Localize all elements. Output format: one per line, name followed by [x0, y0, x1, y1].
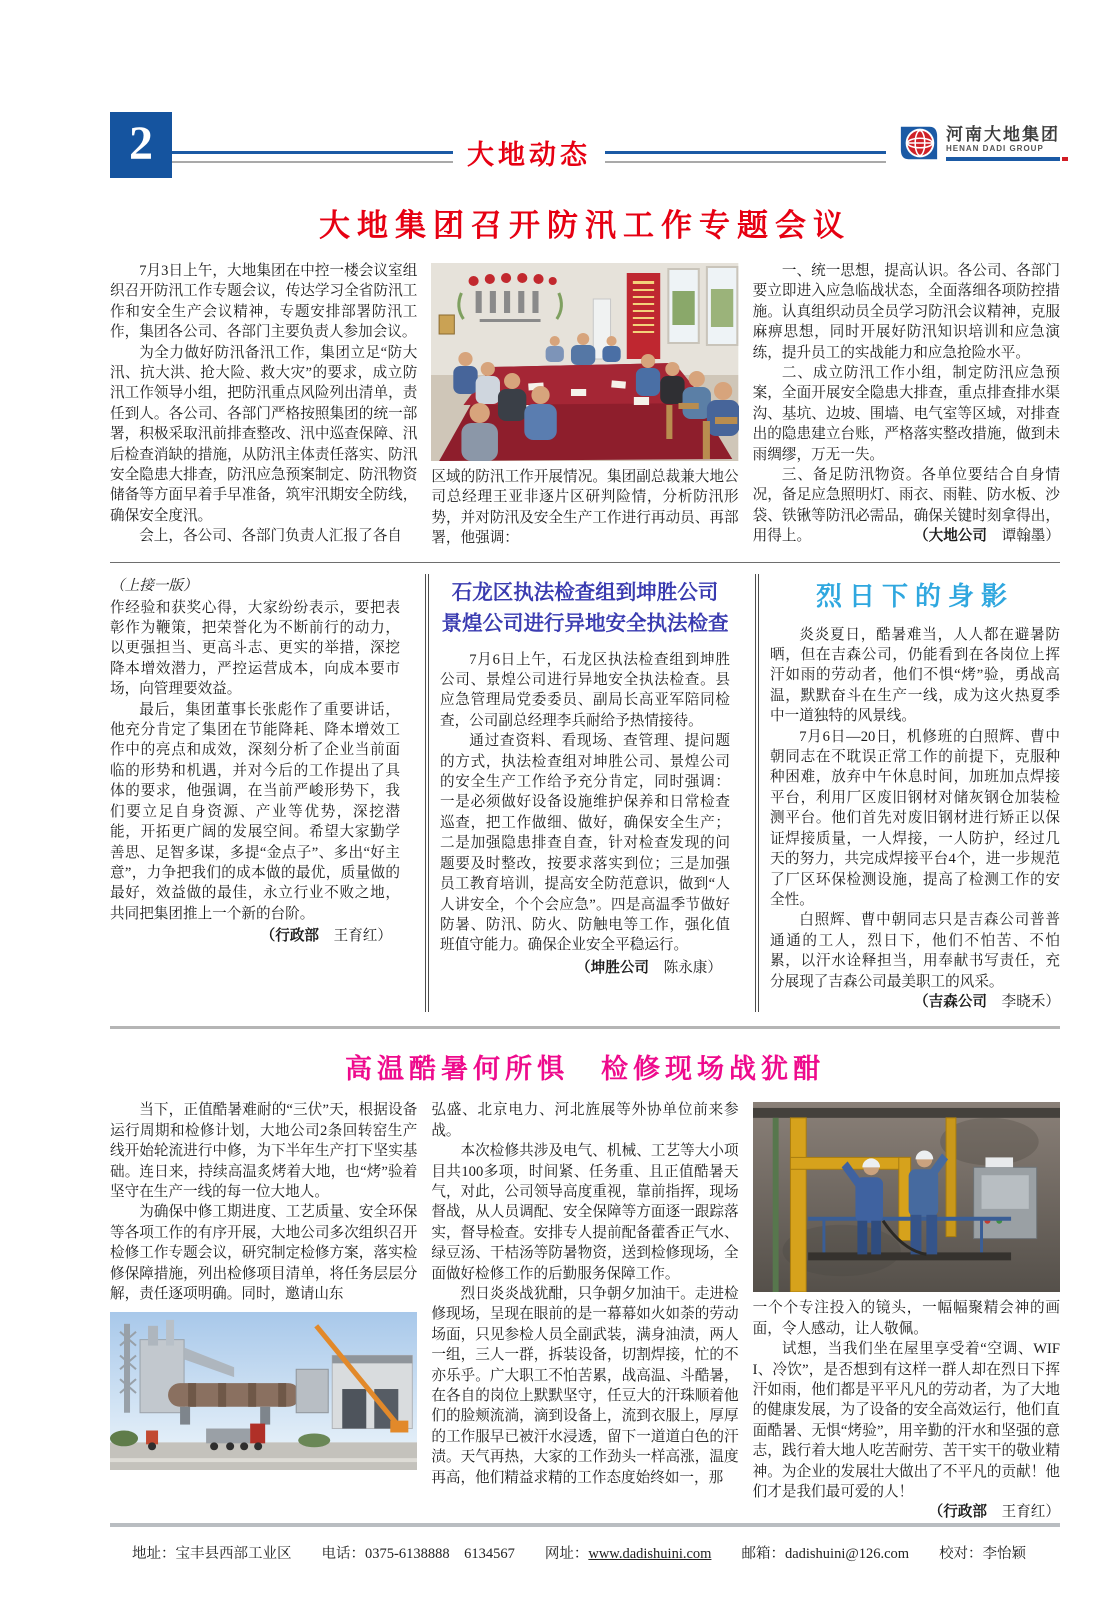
group-logo	[898, 122, 1060, 164]
paragraph: 通过查资料、看现场、查管理、提问题的方式，执法检查组对坤胜公司、景煌公司的安全生产工作给予充分肯定，同时强调：一是必须做好设备设施维护保养和日常检查巡查，把工作做细、做好，确保安全生产；二是加强隐患排查自查，针对检查发现的问题要及时整改，按要求落实到位；三是加强员工教育培训，提高安全防范意识，做到“人人讲安全，个个会应急”。四是高温季节做好防暑、防汛、防火、防触电等工作，强化值班值守能力。确保企业安全平稳运行。	[440, 733, 730, 954]
overhaul-columns	[110, 1100, 1060, 1522]
overhaul-last-paragraph	[752, 1339, 1060, 1521]
sun-article	[755, 574, 1060, 1013]
flood-col-1	[110, 261, 417, 549]
globe-icon	[898, 122, 940, 164]
middle-band	[110, 574, 1060, 1013]
footer-proofreader: 校对：李怡颖	[939, 1545, 1027, 1562]
footer-text	[110, 1542, 1060, 1563]
paragraph: 本次检修共涉及电气、机械、工艺等大小项目共100多项，时间紧、任务重、且正值酷暑天气，对此，公司领导高度重视，靠前指挥，现场督战，从人员调配、安全保障等方面逐一跟踪落实，督导检查。安排专人提前配备藿香正气水、绿豆汤、干桔汤等防暑物资，送到检修现场，全面做好检修工作的后勤服务保障工作。	[431, 1143, 739, 1282]
masthead	[110, 112, 1060, 178]
page-number: 2	[110, 112, 172, 178]
factory-photo	[110, 1312, 417, 1470]
overhaul-col3-lead: 一个个专注投入的镜头，一幅幅聚精会神的画面，令人感动，让人敬佩。	[752, 1300, 1060, 1337]
flood-col2-caption: 区域的防汛工作开展情况。集团副总裁兼大地公司总经理王亚非逐片区研判险情，分析防汛形势，并对防汛及安全生产工作进行再动员、再部署，他强调：	[431, 469, 739, 547]
paragraph: 二、成立防汛工作小组，制定防汛应急预案，全面开展安全隐患大排查，重点排查排水渠沟、基坑、边坡、围墙、电气室等区域，对排查出的隐患建立台账，严格落实整改措施，做到未雨绸缪，万无一失。	[752, 365, 1060, 463]
continued-tag: （上接一版）	[110, 577, 198, 594]
footer-website: 网址：www.dadishuini.com	[544, 1545, 712, 1562]
sun-last-paragraph	[770, 910, 1060, 1010]
sun-signature: （吉森公司 李晓禾）	[914, 993, 1060, 1010]
flood-col3-paragraphs	[753, 261, 1060, 465]
overhaul-col2-lead: 弘盛、北京电力、河北旌展等外协单位前来参战。	[431, 1102, 739, 1139]
website-url: www.dadishuini.com	[588, 1545, 712, 1562]
flood-col-2	[431, 261, 738, 549]
paragraph: 为全力做好防汛备汛工作，集团立足“防大汛、抗大洪、抢大险、救大灾”的要求，成立防汛工作领导小组，把防汛重点风险列出清单，责任到人。各公司、各部门严格按照集团的统一部署，积极采取汛前排查整改、汛中巡查保障、汛后检查消缺的措施，从防汛主体责任落实、防汛安全隐患大排查，防汛应急预案制定、防汛物资储备等方面早着手早准备，筑牢汛期安全防线，确保安全度汛。	[110, 344, 418, 524]
continued-paragraphs	[110, 700, 400, 924]
page-footer	[110, 1523, 1060, 1624]
inspection-title-line1: 石龙区执法检查组到坤胜公司	[451, 581, 719, 604]
section-divider-2	[110, 1026, 1060, 1029]
masthead-rule-left	[172, 151, 453, 163]
paragraph: 当下，正值酷暑难耐的“三伏”天，根据设备运行周期和检修计划，大地公司2条回转窑生产线开始轮流进行中修，为下半年生产打下坚实基础。连日来，持续高温炙烤着大地，也“烤”验着坚守在生产一线的每一位大地人。	[110, 1102, 418, 1200]
workers-photo	[753, 1102, 1060, 1292]
logo-text	[946, 126, 1060, 161]
inspection-article	[425, 574, 741, 1013]
paragraph: 7月6日上午，石龙区执法检查组到坤胜公司、景煌公司进行异地安全执法检查。县应急管理局党委委员、副局长高亚军陪同检查，公司副总经理李兵耐给予热情接待。	[440, 651, 730, 729]
continued-signature: （行政部 王育红）	[260, 928, 392, 945]
paragraph: 7月6日—20日，机修班的白照辉、曹中朝同志在不耽误正常工作的前提下，克服种种困难，放弃中午休息时间，加班加点焊接平台，利用厂区废旧钢材对储灰钢仓加装检测平台。他们首先对废旧钢材进行矫正以保证焊接质量，一人焊接，一人防护，经过几天的努力，共完成焊接平台4个，进一步规范了厂区环保检测设施，提高了检测工作的安全性。	[770, 728, 1060, 908]
overhaul-col-1	[110, 1100, 417, 1522]
paragraph: 最后，集团董事长张彪作了重要讲话，他充分肯定了集团在节能降耗、降本增效工作中的亮点和成效，深刻分析了企业当前面临的形势和机遇，并对今后的工作提出了具体的要求，他强调，在当前严峻形势下，我们要立足自身资源、产业等优势，深挖潜能，开拓更广阔的发展空间。希望大家勤学善思、足智多谋，多提“金点子”、多出“好主意”，力争把我们的成本做的最优，质量做的最好，效益做的最佳，永立行业不败之地，共同把集团推上一个新的台阶。	[110, 701, 400, 922]
overhaul-col1-paragraphs	[110, 1100, 417, 1304]
section-title: 大地动态	[467, 140, 591, 170]
flood-last-paragraph	[753, 465, 1060, 547]
flood-col1-paragraphs	[110, 261, 417, 547]
overhaul-col2-paragraphs	[431, 1141, 738, 1488]
paragraph: 为确保中修工期进度、工艺质量、安全环保等各项工作的有序开展，大地公司多次组织召开检修工作专题会议，研究制定检修方案，落实检修保障措施，列出检修项目清单，将任务层层分解，责任逐项明确。同时，邀请山东	[110, 1204, 418, 1302]
footer-rule	[110, 1523, 1060, 1527]
footer-phone: 电话：0375-6138888 6134567	[321, 1545, 515, 1562]
footer-email: 邮箱：dadishuini@126.com	[741, 1545, 910, 1562]
inspection-signature: （坤胜公司 陈永康）	[576, 959, 722, 976]
overhaul-title: 高温酷暑何所惧 检修现场战犹酣	[345, 1054, 825, 1085]
masthead-rule-right	[605, 151, 886, 163]
logo-name-en: HENAN DADI GROUP	[946, 143, 1044, 153]
overhaul-last-text: 试想，当我们坐在屋里享受着“空调、WIFI、冷饮”，是否想到有这样一群人却在烈日下挥汗如雨，他们都是平平凡凡的劳动者，为了大地的健康发展，为了设备的安全高效运行，他们直面酷暑、无惧“烤验”，用辛勤的汗水和坚强的意志，践行着大地人吃苦耐劳、苦干实干的敬业精神。为企业的发展壮大做出了不平凡的贡献！他们才是我们最可爱的人！	[752, 1341, 1060, 1500]
overhaul-signature: （行政部 王育红）	[928, 1504, 1060, 1521]
paragraph: 会上，各公司、各部门负责人汇报了各自	[139, 528, 402, 545]
continued-article	[110, 574, 411, 1013]
sun-title: 烈日下的身影	[815, 580, 1014, 611]
sun-last-text: 白照辉、曹中朝同志只是吉森公司普普通通的工人，烈日下，他们不怕苦、不怕累，以汗水诠释担当，用奉献书写责任，充分展现了吉森公司最美职工的风采。	[770, 912, 1060, 990]
paragraph: 炎炎夏日，酷暑难当，人人都在避暑防晒，但在吉森公司，仍能看到在各岗位上挥汗如雨的劳动者，他们不惧“烤”验，勇战高温，默默奋斗在生产一线，成为这火热夏季中一道独特的风景线。	[770, 626, 1060, 725]
flood-article-columns	[110, 261, 1060, 549]
paragraph: 7月3日上午，大地集团在中控一楼会议室组织召开防汛工作专题会议，传达学习全省防汛工作和安全生产会议精神，专题安排部署防汛工作，集团各公司、各部门主要负责人参加会议。	[110, 263, 418, 341]
logo-name-cn: 河南大地集团	[946, 124, 1060, 144]
sun-paragraphs	[770, 625, 1060, 911]
continued-lead: 作经验和获奖心得，大家纷纷表示，要把表彰作为鞭策，把荣誉化为不断前行的动力，以更强担当、更高斗志、更实的举措，深挖降本增效潜力，严控运营成本，向成本要市场，向管理要效益。	[110, 599, 400, 698]
inspection-title	[440, 578, 730, 640]
footer-address: 地址：宝丰县西部工业区	[132, 1545, 292, 1562]
paragraph: 烈日炎炎战犹酣，只争朝夕加油干。走进检修现场，呈现在眼前的是一幕幕如火如荼的劳动场面，只见参检人员全副武装，满身油渍，两人一组，三人一群，拆装设备，切割焊接，忙的不亦乐乎。广大职工不怕苦累，战高温、斗酷暑，在各自的岗位上默默坚守，任豆大的汗珠顺着他们的脸颊流淌，滴到设备上，流到衣服上，厚厚的工作服早已被汗水浸透，留下一道道白色的汗渍。天气再热，大家的工作劲头一样高涨，温度再高，他们精益求精的工作态度始终如一，那	[431, 1286, 739, 1486]
flood-col-3	[753, 261, 1060, 549]
inspection-title-line2: 景煌公司进行异地安全执法检查	[441, 612, 729, 635]
flood-article-title: 大地集团召开防汛工作专题会议	[319, 208, 851, 243]
overhaul-col-2	[431, 1100, 738, 1522]
meeting-photo	[431, 263, 738, 461]
flood-last-text: 三、备足防汛物资。各单位要结合自身情况，备足应急照明灯、雨衣、雨鞋、防水板、沙袋、铁锹等防汛必需品，确保关键时刻拿得出，用得上。	[752, 467, 1060, 545]
overhaul-col-3	[753, 1100, 1060, 1522]
flood-signature: （大地公司 谭翰墨）	[914, 528, 1060, 545]
inspection-paragraphs	[440, 650, 730, 956]
section-divider-1	[110, 562, 1060, 563]
paragraph: 一、统一思想，提高认识。各公司、各部门要立即进入应急临战状态，全面落细各项防控措施。认真组织动员全员学习防汛会议精神，克服麻痹思想，同时开展好防汛知识培训和应急演练，提升员工的实战能力和应急抢险水平。	[752, 263, 1060, 361]
logo-underline	[946, 157, 1060, 161]
